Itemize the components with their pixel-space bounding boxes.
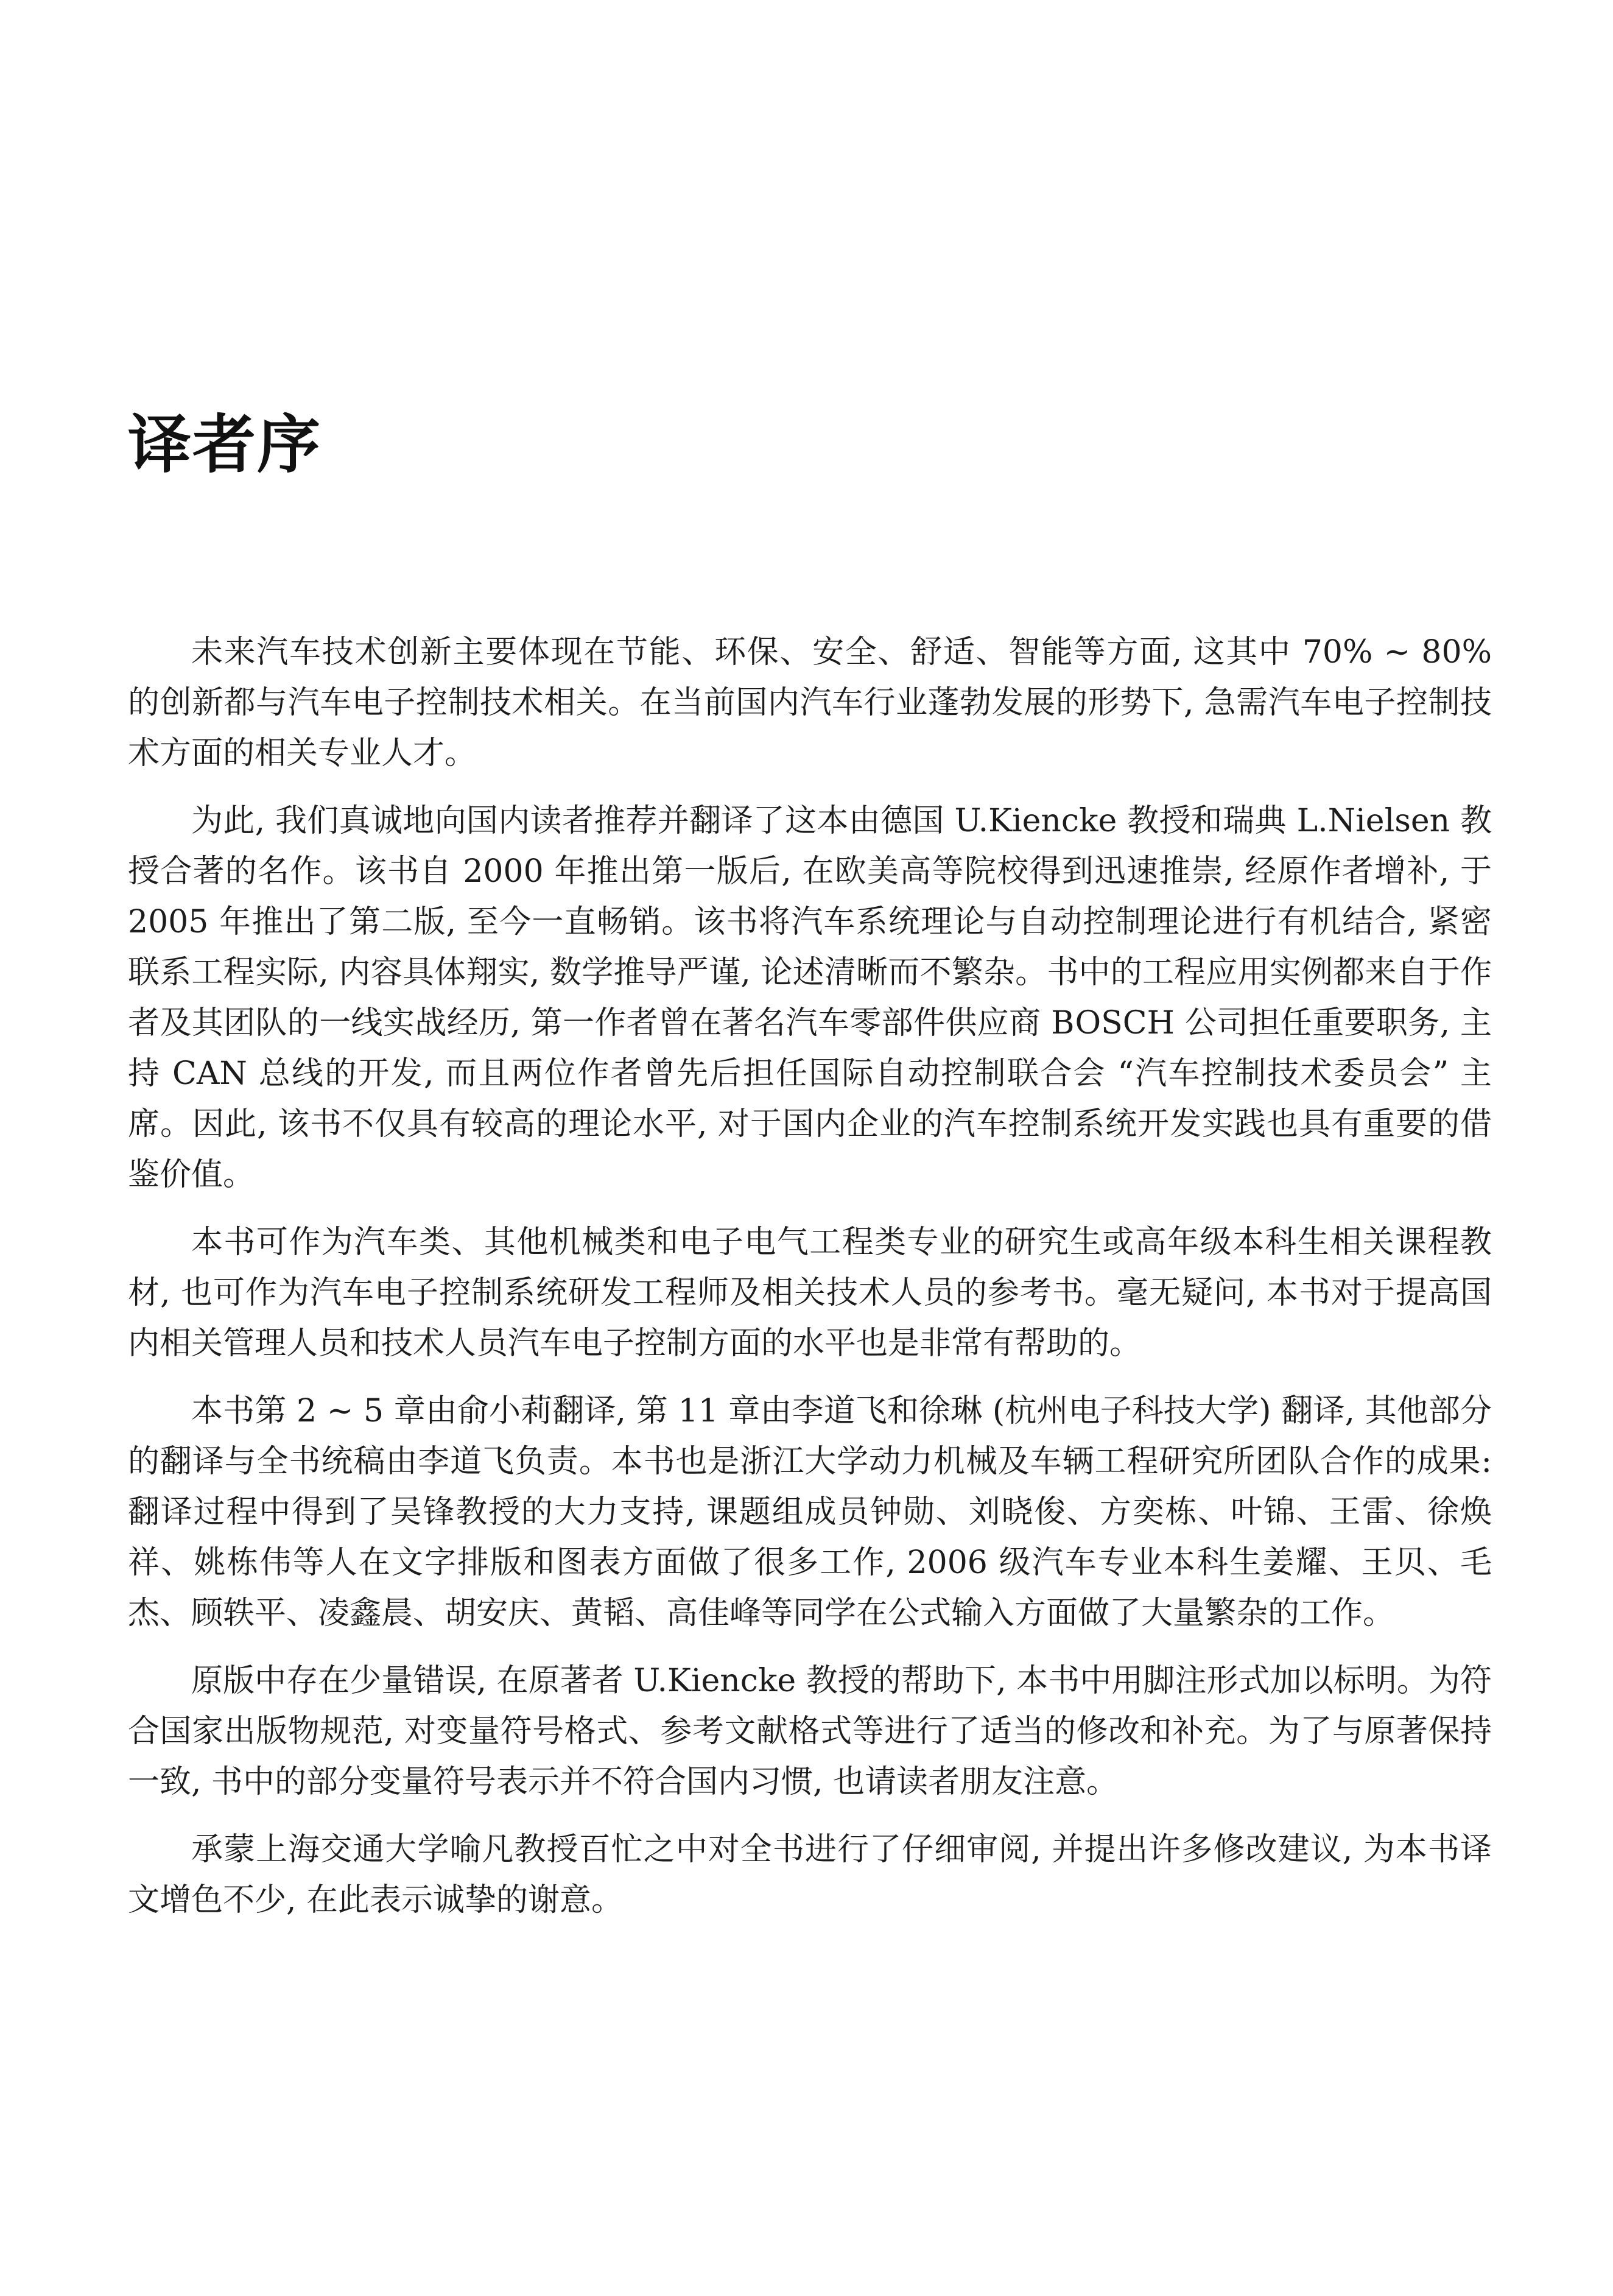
paragraph-3: 本书可作为汽车类、其他机械类和电子电气工程类专业的研究生或高年级本科生相关课程教材, 也可作为汽车电子控制系统研发工程师及相关技术人员的参考书。毫无疑问, 本书对于提高国内相关管理人员和技术人员汽车电子控制方面的水平也是非常有帮助的。	[128, 1224, 1492, 1362]
preface-body	[128, 627, 1492, 1943]
paragraph-6: 承蒙上海交通大学喻凡教授百忙之中对全书进行了仔细审阅, 并提出许多修改建议, 为本书译文增色不少, 在此表示诚挚的谢意。	[128, 1831, 1492, 1918]
paragraph-2: 为此, 我们真诚地向国内读者推荐并翻译了这本由德国 U.Kiencke 教授和瑞典 L.Nielsen 教授合著的名作。该书自 2000 年推出第一版后, 在欧美高等院校得到迅速推崇, 经原作者增补, 于 2005 年推出了第二版, 至今一直畅销。该书将汽车系统理论与自动控制理论进行有机结合, 紧密联系工程实际, 内容具体翔实, 数学推导严谨, 论述清晰而不繁杂。书中的工程应用实例都来自于作者及其团队的一线实战经历, 第一作者曾在著名汽车零部件供应商 BOSCH 公司担任重要职务, 主持 CAN 总线的开发, 而且两位作者曾先后担任国际自动控制联合会 “汽车控制技术委员会” 主席。因此, 该书不仅具有较高的理论水平, 对于国内企业的汽车控制系统开发实践也具有重要的借鉴价值。	[128, 803, 1492, 1193]
page-title: 译者序	[128, 407, 322, 482]
paragraph-4: 本书第 2 ~ 5 章由俞小莉翻译, 第 11 章由李道飞和徐琳 (杭州电子科技大学) 翻译, 其他部分的翻译与全书统稿由李道飞负责。本书也是浙江大学动力机械及车辆工程研究所团队合作的成果: 翻译过程中得到了吴锋教授的大力支持, 课题组成员钟勋、刘晓俊、方奕栋、叶锦、王雷、徐焕祥、姚栋伟等人在文字排版和图表方面做了很多工作, 2006 级汽车专业本科生姜耀、王贝、毛杰、顾轶平、凌鑫晨、胡安庆、黄韬、高佳峰等同学在公式输入方面做了大量繁杂的工作。	[128, 1393, 1492, 1632]
paragraph-1: 未来汽车技术创新主要体现在节能、环保、安全、舒适、智能等方面, 这其中 70% ~ 80% 的创新都与汽车电子控制技术相关。在当前国内汽车行业蓬勃发展的形势下, 急需汽车电子控制技术方面的相关专业人才。	[128, 634, 1492, 772]
paragraph-5: 原版中存在少量错误, 在原著者 U.Kiencke 教授的帮助下, 本书中用脚注形式加以标明。为符合国家出版物规范, 对变量符号格式、参考文献格式等进行了适当的修改和补充。为了与原著保持一致, 书中的部分变量符号表示并不符合国内习惯, 也请读者朋友注意。	[128, 1663, 1492, 1800]
